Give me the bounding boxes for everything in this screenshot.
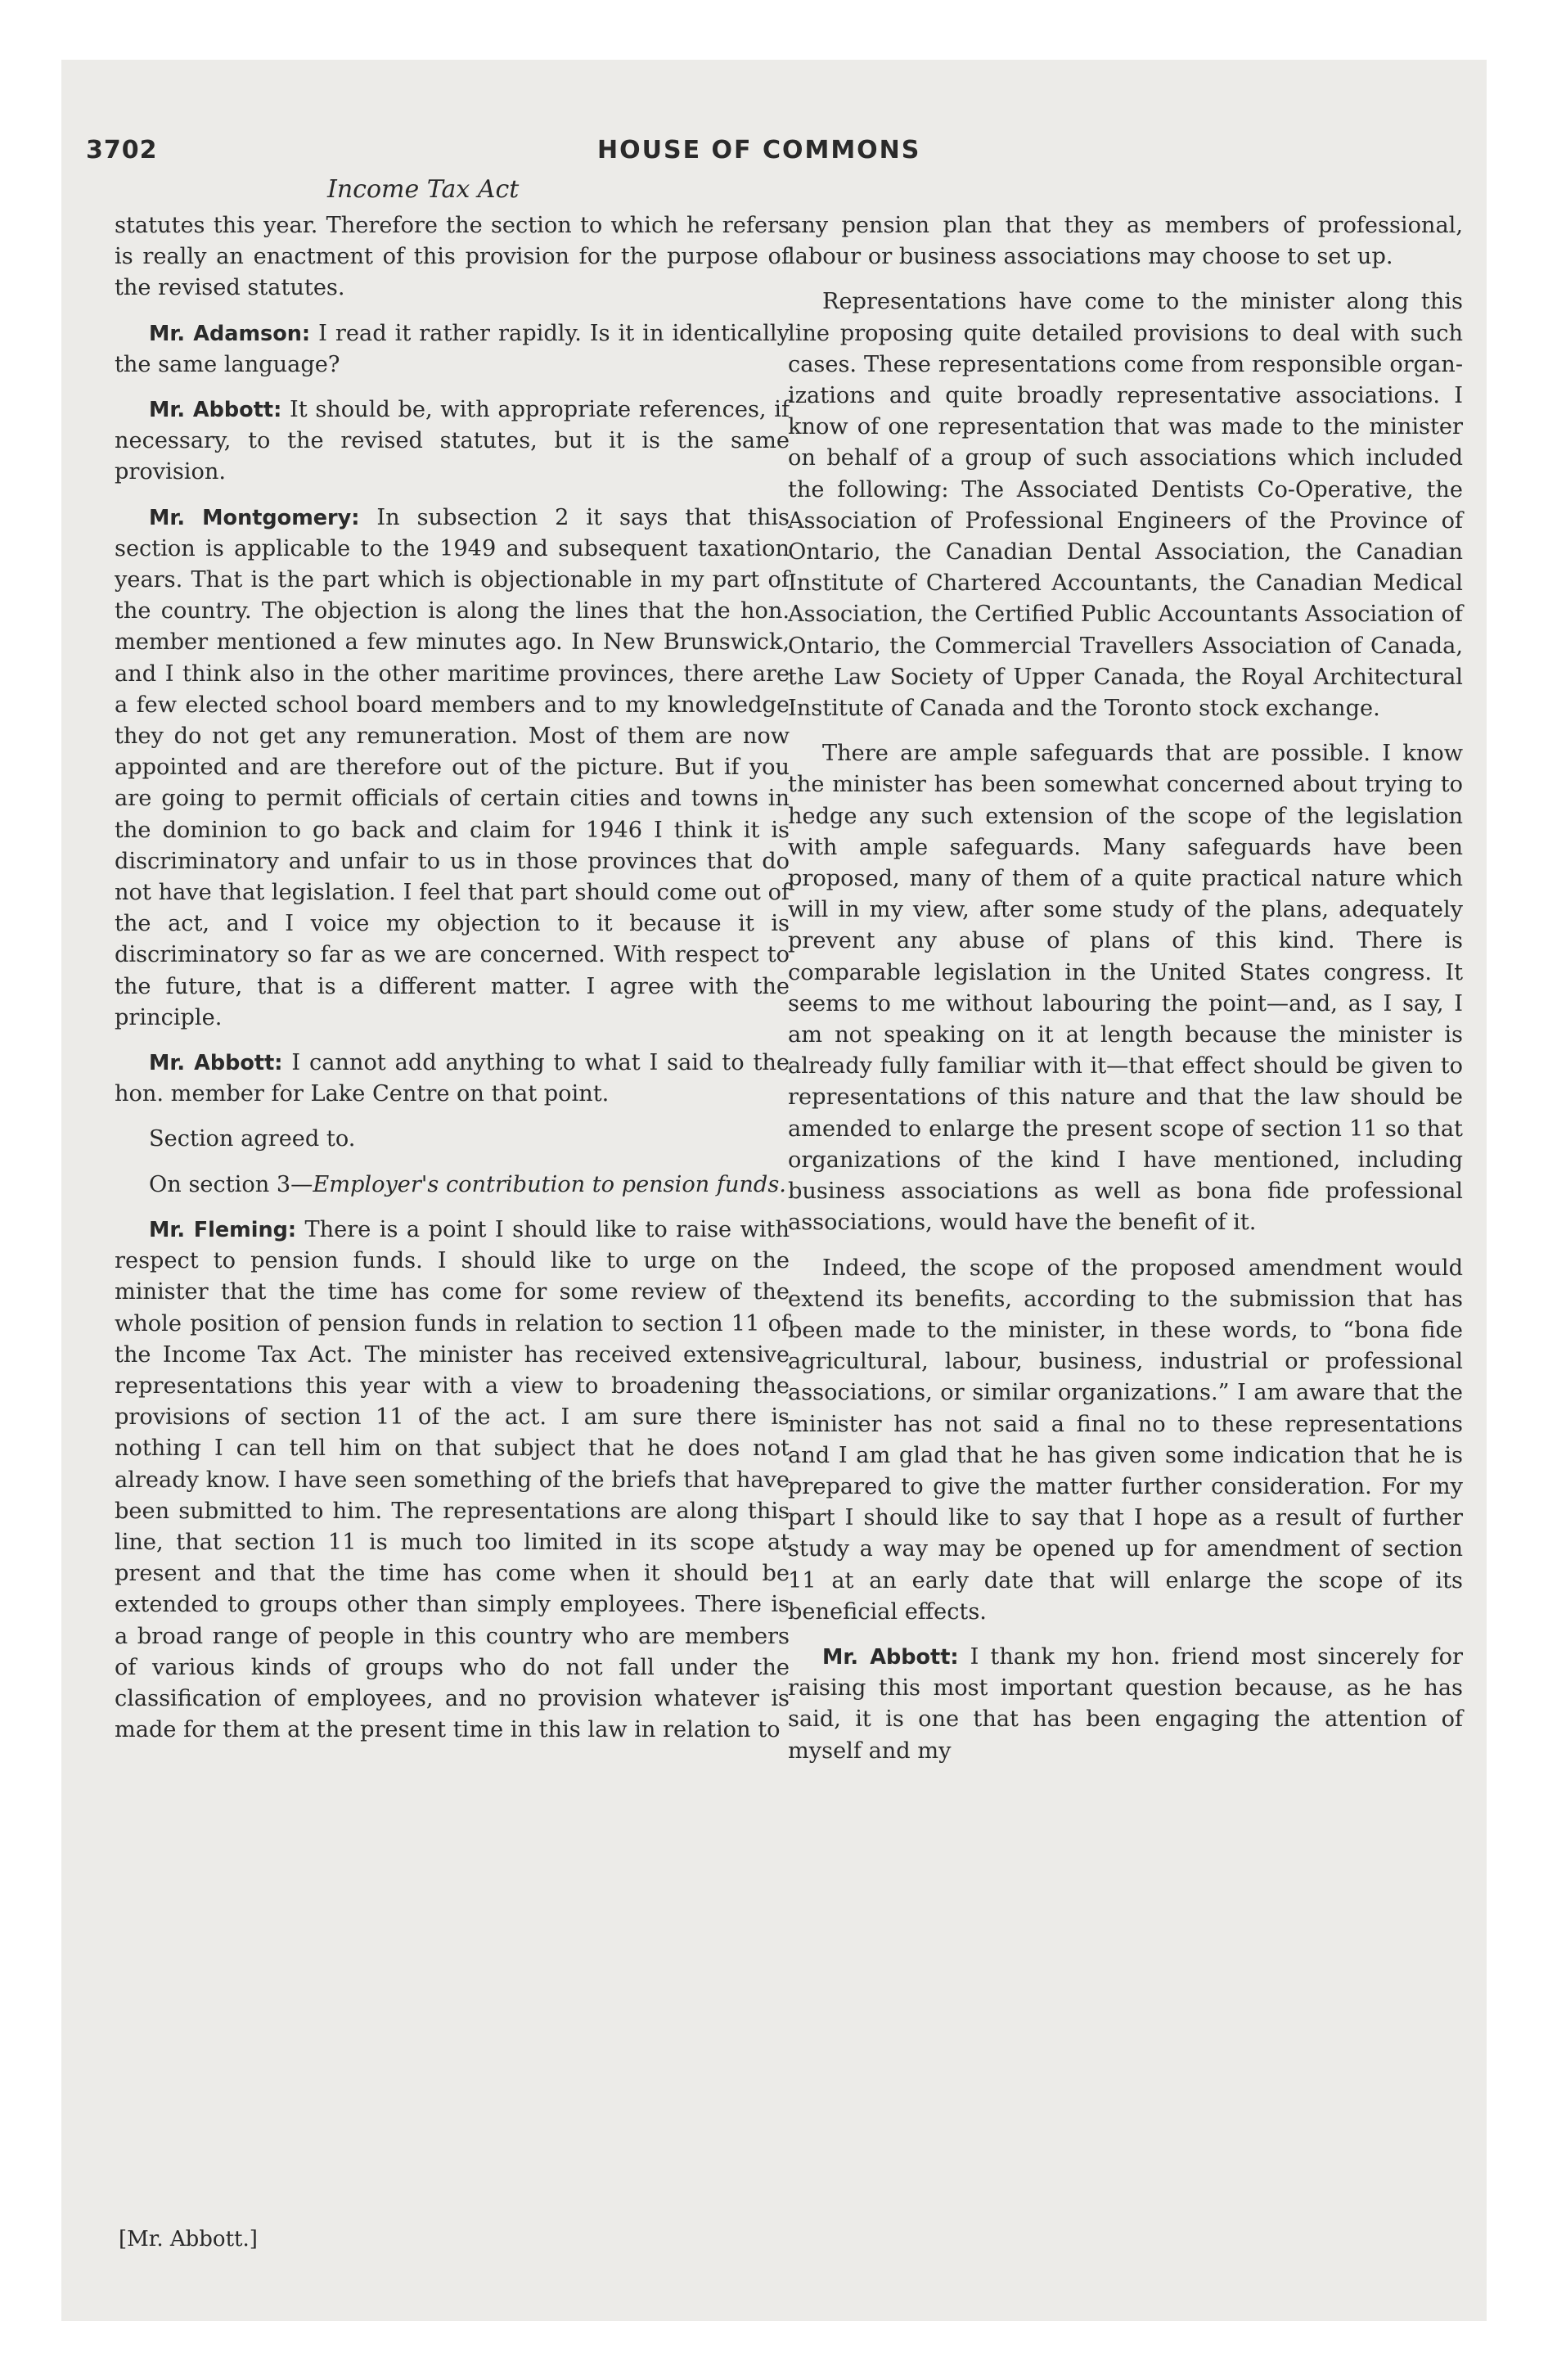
speech-text: In subsection 2 it says that this section is applicable to the 1949 and subsequent taxation years. That is the part which is objectionable in my part of the country. The objection is along the lines that the hon. member mentioned a few minutes ago. In New Brunswick, and I think also in the other maritime provinces, there are a few elected school board members and to my knowledge they do not get any remuneration. Most of them are now appointed and are therefore out of the picture. But if you are going to permit officials of certain cities and towns in the dominion to go back and claim for 1946 I think it is discriminatory and unfair to us in those provinces that do not have that legislation. I feel that part should come out of the act, and I voice my objection to it because it is discriminatory so far as we are concerned. With respect to the future, that is a different matter. I agree with the principle. [115,504,790,1030]
procedural-note: Section agreed to. [149,1126,356,1152]
section-heading [115,1170,790,1201]
page-number: 3702 [86,136,158,165]
footer-speaker-note: [Mr. Abbott.] [119,2227,258,2252]
speaker-name: Mr. Adamson: [149,321,311,346]
left-column [115,210,790,1760]
speech-text: I read it rather rapidly. Is it in identically the same language? [115,320,790,377]
speech-abbott [115,394,790,489]
page-subject: Income Tax Act [327,175,520,204]
paragraph: any pension plan that they as members of professional, labour or business associations may choose to set up. [788,213,1463,270]
speech-text: I cannot add anything to what I said to the hon. member for Lake Centre on that point. [115,1050,790,1107]
speech-text: It should be, with appropriate references, if necessary, to the revised statutes, but it is the same provision. [115,397,790,485]
paragraph: There are ample safeguards that are possible. I know the minister has been somewhat concerned about trying to hedge any such extension of the scope of the legislation with ample safeguards. Many safeguards have been proposed, many of them of a quite practical nature which will in my view, after some study of the plans, adequately prevent any abuse of plans of this kind. There is comparable legislation in the United States congress. It seems to me without labouring the point—and, as I say, I am not speaking on it at length because the minister is already fully familiar with it—that effect should be given to representations of this nature and that the law should be amended to enlarge the present scope of section 11 so that organizations of the kind I have mentioned, including business associations as well as bona fide professional associations, would have the benefit of it. [788,741,1463,1236]
speech-abbott [788,1642,1463,1767]
speaker-name: Mr. Montgomery: [149,505,360,530]
section-lead: On section 3— [149,1171,313,1197]
speech-fleming [115,1215,790,1746]
speech-text: There is a point I should like to raise with respect to pension funds. I should like to urge on the minister that the time has come for some review of the whole position of pension funds in relation to section 11 of the Income Tax Act. The minister has received extensive representations this year with a view to broadening the provisions of section 11 of the act. I am sure there is nothing I can tell him on that subject that he does not already know. I have seen something of the briefs that have been submitted to him. The representations are along this line, that section 11 is much too limited in its scope at present and that the time has come when it should be extended to groups other than simply employees. There is a broad range of people in this country who are members of various kinds of groups who do not fall under the classification of employees, and no provision whatever is made for them at the present time in this law in relation to [115,1216,790,1743]
right-column [788,210,1463,1781]
speaker-name: Mr. Fleming: [149,1217,297,1242]
speech-text: I thank my hon. friend most sincerely for raising this most important question because, as he has said, it is one that has been engaging the attention of myself and my [788,1643,1464,1764]
paragraph: Representations have come to the minister along this line proposing quite detailed provisions to deal with such cases. These representations come from responsible organizations and quite broadly representative associations. I know of one representation that was made to the minister on behalf of a group of such associations which included the following: The Associated Dentists Co-Operative, the Association of Professional Engineers of the Province of Ontario, the Canadian Dental Association, the Canadian Institute of Chartered Accountants, the Canadian Medical Association, the Certified Public Accountants Association of Ontario, the Commercial Travellers Association of Canada, the Law Society of Upper Canada, the Royal Architectural Institute of Canada and the Toronto stock exchange. [788,289,1463,722]
paragraph: statutes this year. Therefore the section to which he refers is really an enactment of this provision for the purpose of the revised statutes. [115,213,790,301]
page-header-title: HOUSE OF COMMONS [597,136,921,165]
speaker-name: Mr. Abbott: [822,1644,959,1670]
speech-adamson [115,318,790,381]
paragraph: Indeed, the scope of the proposed amendment would extend its benefits, according to the submission that has been made to the minister, in these words, to “bona fide agricultural, labour, business, industrial or professional associations, or similar organizations.” I am aware that the minister has not said a final no to these representations and I am glad that he has given some indication that he is prepared to give the matter further consideration. For my part I should like to say that I hope as a result of further study a way may be opened up for amendment of section 11 at an early date that will enlarge the scope of its beneficial effects. [788,1255,1463,1625]
speaker-name: Mr. Abbott: [149,398,282,423]
speaker-name: Mr. Abbott: [149,1051,283,1076]
section-title: Employer's contribution to pension funds. [313,1171,786,1197]
speech-abbott [115,1048,790,1110]
speech-montgomery [115,503,790,1034]
